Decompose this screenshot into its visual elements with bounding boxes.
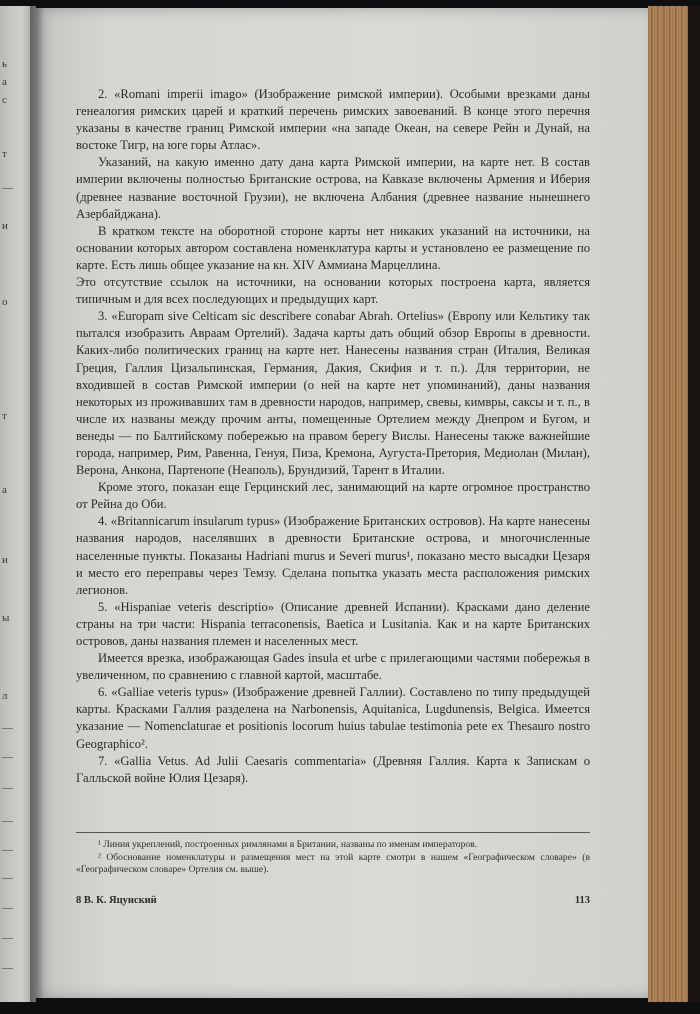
margin-fragment: — (2, 962, 14, 974)
paragraph: Имеется врезка, изображающая Gades insula et urbe с прилегающими частями побережья в увеличенном, по сравнению с главной картой, масштабе. (76, 651, 590, 683)
margin-fragment: о (2, 296, 8, 308)
margin-fragment: т (2, 148, 8, 160)
book-page-edges (648, 6, 690, 1002)
margin-fragment: и (2, 554, 9, 566)
margin-fragment: а (2, 76, 8, 88)
margin-fragment: — (2, 815, 14, 827)
book-page (36, 8, 650, 998)
book-cover-edge (688, 6, 700, 1002)
page-body (76, 86, 590, 787)
margin-fragment: и (2, 220, 9, 232)
margin-fragment: — (2, 182, 14, 194)
paragraph-map-2: 2. «Romani imperii imago» (Изображение римской империи). Особыми врезками даны генеалогия римских царей и краткий перечень римских завоеваний. В конце этого перечня указаны в качестве границ Римской империи «на западе Океан, на севере Рейн и Дунай, на востоке Тигр, на юге горы Атлас». (76, 87, 590, 153)
margin-fragment: ы (2, 612, 10, 624)
margin-fragment: — (2, 844, 14, 856)
paragraph-map-4: 4. «Britannicarum insularum typus» (Изображение Британских островов). На карте нанесены названия народов, населявших в древности Британские острова, и многочисленные населенные пункты. Показаны Hadriani murus и Severi murus¹, показано место высадки Цезаря и место его переправы через Темзу. Сделана попытка указать места расположения римских легионов. (76, 514, 590, 597)
paragraph: Указаний, на какую именно дату дана карта Римской империи, на карте нет. В состав империи включены полностью Британские острова, на Кавказе включены Армения и Иберия (древнее название восточной Грузии), не включена Албания (древнее название нынешнего Азербайджана). (76, 155, 590, 221)
paragraph-map-6: 6. «Galliae veteris typus» (Изображение древней Галлии). Составлено по типу предыдущей карты. Красками Галлия разделена на Narbonensis, Aquitanica, Lugdunensis, Belgica. Имеется указание — Nomenclaturae et positionis locorum huius tabulae testimonia pete ex Thesauro nostro Geographico². (76, 685, 590, 751)
margin-fragment: т (2, 410, 8, 422)
footnote: ¹ Линия укреплений, построенных римлянами в Британии, названы по именам императоров. (98, 839, 478, 850)
paragraph-map-3: 3. «Europam sive Celticam sic describere conabar Abrah. Ortelius» (Европу или Кельтику так пытался изобразить Авраам Ортелий). Задача карты дать общий обзор Европы в древности. Каких-либо политических границ на карте нет. Нанесены названия стран (Италия, Великая Греция, Галлия Цизальпинская, Германия, Дакия, Скифия и т. п.). Для территории, не входившей в состав Римской империи (о ней на карте нет упоминаний), даны названия некоторых из проживавших там в древности народов, например, свевы, кимвры, саксы и т. п., в числе их названы между прочим анты, помещенные Ортелием между Днепром и Бугом, и венеды — по Балтийскому побережью на правом берегу Вислы. Нанесены также важнейшие города, например, Рим, Равенна, Генуя, Пиза, Кремона, Аугуста-Претория, Медиолан (Милан), Верона, Анкона, Партенопе (Неаполь), Брундизий, Тарент в Италии. (76, 309, 590, 478)
margin-fragment: — (2, 932, 14, 944)
margin-fragment: с (2, 94, 8, 106)
footnote: ² Обоснование номенклатуры и размещения мест на этой карте смотри в нашем «Географическом словаре» (в «Географическом словаре» Ортелия см. выше). (76, 851, 590, 876)
margin-fragment: — (2, 751, 14, 763)
paragraph: В кратком тексте на оборотной стороне карты нет никаких указаний на источники, на основании которых автором составлена номенклатура карты и установлено ее размещение по карте. Есть лишь общее указание на кн. XIV Аммиана Марцеллина. (76, 223, 590, 272)
margin-fragment: — (2, 872, 14, 884)
paragraph: Кроме этого, показан еще Герцинский лес, занимающий на карте огромное пространство от Рейна до Оби. (76, 480, 590, 512)
spine-shadow (30, 6, 44, 1002)
margin-fragment: — (2, 782, 14, 794)
margin-fragment: л (2, 690, 8, 702)
printer-signature: 8 В. К. Яцунский (76, 895, 157, 906)
margin-fragment: — (2, 902, 14, 914)
footnotes (76, 832, 590, 877)
page-number: 113 (574, 895, 590, 906)
paragraph: Это отсутствие ссылок на источники, на основании которых построена карта, является типичным и для всех последующих и предыдущих карт. (76, 275, 590, 307)
paragraph-map-5: 5. «Hispaniae veteris descriptio» (Описание древней Испании). Красками дано деление страны на три части: Hispania terraconensis, Baetica и Lusitania. Как и на карте Британских островов, даны названия племен и населенных мест. (76, 599, 590, 648)
page-footer (76, 895, 590, 911)
margin-fragment: а (2, 484, 8, 496)
margin-fragment: — (2, 722, 14, 734)
margin-fragment: ь (2, 58, 8, 70)
paragraph-map-7: 7. «Gallia Vetus. Ad Julii Caesaris commentaria» (Древняя Галлия. Карта к Запискам о Галльской войне Юлия Цезаря). (76, 753, 590, 785)
